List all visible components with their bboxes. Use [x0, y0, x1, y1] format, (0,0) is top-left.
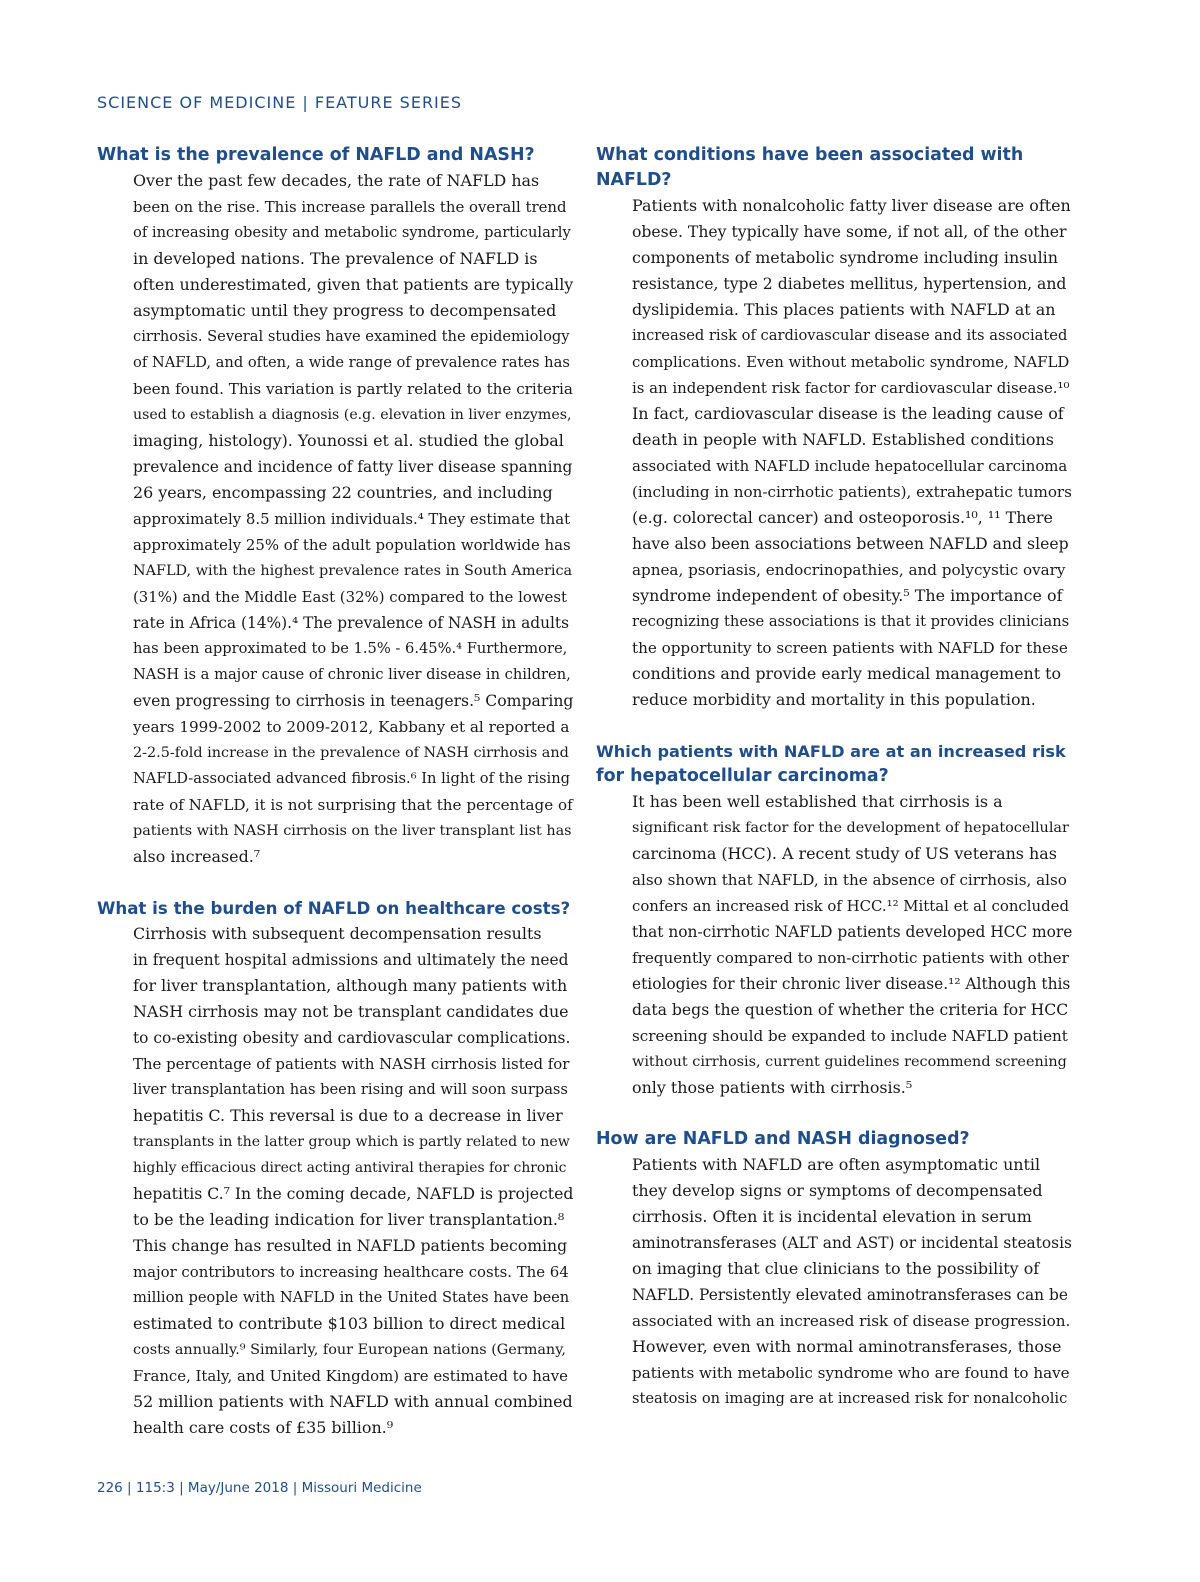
text-line: approximately 8.5 million individuals.⁴ They estimate that: [133, 510, 571, 528]
text-line: (including in non-cirrhotic patients), extrahepatic tumors: [632, 483, 1072, 501]
text-line: been on the rise. This increase parallels the overall trend: [133, 198, 567, 216]
text-line: in developed nations. The prevalence of NAFLD is: [133, 249, 538, 268]
heading-line: How are NAFLD and NASH diagnosed?: [596, 1129, 970, 1149]
text-line: patients with metabolic syndrome who are found to have: [632, 1364, 1070, 1382]
text-line: In fact, cardiovascular disease is the leading cause of: [632, 404, 1064, 423]
text-line: rate of NAFLD, it is not surprising that the percentage of: [133, 796, 573, 814]
text-line: health care costs of £35 billion.⁹: [133, 1418, 394, 1437]
text-line: have also been associations between NAFLD and sleep: [632, 534, 1069, 553]
text-line: years 1999-2002 to 2009-2012, Kabbany et al reported a: [133, 718, 570, 736]
text-line: liver transplantation has been rising and will soon surpass: [133, 1081, 568, 1098]
text-line: screening should be expanded to include NAFLD patient: [632, 1027, 1068, 1045]
text-line: increased risk of cardiovascular disease and its associated: [632, 327, 1068, 344]
heading-line: What is the burden of NAFLD on healthcare costs?: [97, 899, 571, 918]
text-line: rate in Africa (14%).⁴ The prevalence of NASH in adults: [133, 614, 570, 632]
text-line: However, even with normal aminotransferases, those: [632, 1337, 1062, 1356]
text-line: also shown that NAFLD, in the absence of cirrhosis, also: [632, 871, 1067, 889]
text-line: frequently compared to non-cirrhotic patients with other: [632, 949, 1069, 967]
text-line: associated with NAFLD include hepatocellular carcinoma: [632, 457, 1068, 475]
heading-line: NAFLD?: [596, 170, 672, 190]
text-line: NAFLD, with the highest prevalence rates in South America: [133, 563, 573, 579]
section-spacer: [596, 713, 1072, 739]
text-line: NASH cirrhosis may not be transplant candidates due: [133, 1002, 569, 1021]
text-line: patients with NASH cirrhosis on the liver transplant list has: [133, 823, 572, 839]
text-line: conditions and provide early medical management to: [632, 664, 1062, 683]
text-line: major contributors to increasing healthcare costs. The 64: [133, 1263, 569, 1281]
text-line: associated with an increased risk of disease progression.: [632, 1312, 1071, 1330]
page-footer: 226 | 115:3 | May/June 2018 | Missouri Medicine: [97, 1480, 422, 1496]
text-line: for liver transplantation, although many patients with: [133, 976, 568, 995]
text-line: Cirrhosis with subsequent decompensation results: [133, 924, 542, 943]
running-header: SCIENCE OF MEDICINE | FEATURE SERIES: [97, 93, 463, 112]
text-line: Patients with nonalcoholic fatty liver disease are often: [632, 196, 1071, 215]
text-line: complications. Even without metabolic syndrome, NAFLD: [632, 353, 1070, 371]
text-line: used to establish a diagnosis (e.g. elevation in liver enzymes,: [133, 407, 572, 423]
section-heading: [596, 739, 1072, 789]
text-line: etiologies for their chronic liver disease.¹² Although this: [632, 975, 1071, 993]
text-line: only those patients with cirrhosis.⁵: [632, 1078, 913, 1097]
text-line: approximately 25% of the adult population worldwide has: [133, 536, 571, 554]
text-line: NAFLD. Persistently elevated aminotransferases can be: [632, 1286, 1068, 1304]
text-line: transplants in the latter group which is partly related to new: [133, 1134, 570, 1150]
text-line: is an independent risk factor for cardiovascular disease.¹⁰: [632, 379, 1070, 397]
section-paragraph: [596, 193, 1072, 713]
text-line: has been approximated to be 1.5% - 6.45%.⁴ Furthermore,: [133, 640, 568, 657]
text-line: apnea, psoriasis, endocrinopathies, and polycystic ovary: [632, 561, 1066, 579]
text-line: cirrhosis. Often it is incidental elevation in serum: [632, 1207, 1032, 1226]
left-column: [97, 143, 573, 1441]
text-line: (e.g. colorectal cancer) and osteoporosis.¹⁰, ¹¹ There: [632, 508, 1053, 527]
text-line: confers an increased risk of HCC.¹² Mittal et al concluded: [632, 897, 1069, 915]
section-heading: [97, 143, 573, 168]
text-line: hepatitis C.⁷ In the coming decade, NAFLD is projected: [133, 1184, 574, 1203]
text-line: even progressing to cirrhosis in teenagers.⁵ Comparing: [133, 691, 574, 710]
section-spacer: [596, 1101, 1072, 1127]
text-line: been found. This variation is partly related to the criteria: [133, 380, 573, 398]
text-line: France, Italy, and United Kingdom) are estimated to have: [133, 1367, 568, 1385]
text-line: 2-2.5-fold increase in the prevalence of NASH cirrhosis and: [133, 745, 569, 761]
section-heading: [596, 1127, 1072, 1152]
heading-line: Which patients with NAFLD are at an increased risk: [596, 742, 1066, 761]
text-line: that non-cirrhotic NAFLD patients developed HCC more: [632, 923, 1073, 941]
text-line: 26 years, encompassing 22 countries, and including: [133, 483, 553, 502]
text-line: death in people with NAFLD. Established conditions: [632, 430, 1054, 449]
text-line: data begs the question of whether the criteria for HCC: [632, 1000, 1069, 1019]
text-line: on imaging that clue clinicians to the possibility of: [632, 1259, 1040, 1278]
text-line: the opportunity to screen patients with NAFLD for these: [632, 639, 1068, 657]
text-line: components of metabolic syndrome including insulin: [632, 248, 1058, 267]
text-line: asymptomatic until they progress to decompensated: [133, 301, 557, 320]
text-line: NASH is a major cause of chronic liver disease in children,: [133, 666, 571, 683]
section-paragraph: [97, 168, 573, 870]
text-line: (31%) and the Middle East (32%) compared to the lowest: [133, 588, 567, 606]
section-heading: [596, 143, 1072, 193]
section-spacer: [97, 870, 573, 896]
text-line: resistance, type 2 diabetes mellitus, hypertension, and: [632, 274, 1067, 293]
text-line: hepatitis C. This reversal is due to a decrease in liver: [133, 1106, 563, 1125]
text-line: steatosis on imaging are at increased risk for nonalcoholic: [632, 1390, 1068, 1407]
section-paragraph: [97, 921, 573, 1441]
text-line: significant risk factor for the development of hepatocellular: [632, 820, 1069, 836]
text-line: they develop signs or symptoms of decompensated: [632, 1181, 1043, 1200]
text-line: prevalence and incidence of fatty liver disease spanning: [133, 458, 573, 476]
text-line: of increasing obesity and metabolic syndrome, particularly: [133, 224, 571, 241]
text-line: obese. They typically have some, if not all, of the other: [632, 222, 1067, 241]
text-line: estimated to contribute $103 billion to direct medical: [133, 1314, 566, 1333]
text-line: syndrome independent of obesity.⁵ The importance of: [632, 586, 1063, 605]
text-line: of NAFLD, and often, a wide range of prevalence rates has: [133, 354, 570, 371]
right-column: [596, 143, 1072, 1412]
text-line: NAFLD-associated advanced fibrosis.⁶ In light of the rising: [133, 770, 570, 787]
text-line: This change has resulted in NAFLD patients becoming: [133, 1236, 568, 1255]
section-paragraph: [596, 1152, 1072, 1412]
text-line: million people with NAFLD in the United States have been: [133, 1289, 570, 1306]
text-line: recognizing these associations is that it provides clinicians: [632, 613, 1070, 630]
text-line: 52 million patients with NAFLD with annual combined: [133, 1392, 573, 1411]
text-line: to co-existing obesity and cardiovascular complications.: [133, 1029, 571, 1047]
text-line: aminotransferases (ALT and AST) or incidental steatosis: [632, 1234, 1072, 1252]
heading-line: for hepatocellular carcinoma?: [596, 766, 889, 786]
text-line: It has been well established that cirrhosis is a: [632, 792, 1003, 811]
text-line: often underestimated, given that patients are typically: [133, 275, 574, 294]
text-line: The percentage of patients with NASH cirrhosis listed for: [133, 1055, 570, 1073]
heading-line: What is the prevalence of NAFLD and NASH?: [97, 145, 535, 165]
text-line: without cirrhosis, current guidelines recommend screening: [632, 1054, 1067, 1070]
text-line: also increased.⁷: [133, 847, 261, 866]
text-line: carcinoma (HCC). A recent study of US veterans has: [632, 844, 1057, 863]
section-heading: [97, 896, 573, 921]
section-paragraph: [596, 789, 1072, 1101]
text-line: cirrhosis. Several studies have examined the epidemiology: [133, 328, 570, 345]
text-line: highly efficacious direct acting antiviral therapies for chronic: [133, 1160, 567, 1176]
text-line: reduce morbidity and mortality in this population.: [632, 690, 1036, 709]
text-line: Over the past few decades, the rate of NAFLD has: [133, 171, 540, 190]
text-line: imaging, histology). Younossi et al. studied the global: [133, 431, 564, 450]
text-line: in frequent hospital admissions and ultimately the need: [133, 951, 569, 969]
heading-line: What conditions have been associated with: [596, 145, 1024, 165]
text-line: costs annually.⁹ Similarly, four European nations (Germany,: [133, 1342, 566, 1358]
text-line: to be the leading indication for liver transplantation.⁸: [133, 1210, 565, 1229]
text-line: Patients with NAFLD are often asymptomatic until: [632, 1155, 1041, 1174]
text-line: dyslipidemia. This places patients with NAFLD at an: [632, 300, 1056, 319]
